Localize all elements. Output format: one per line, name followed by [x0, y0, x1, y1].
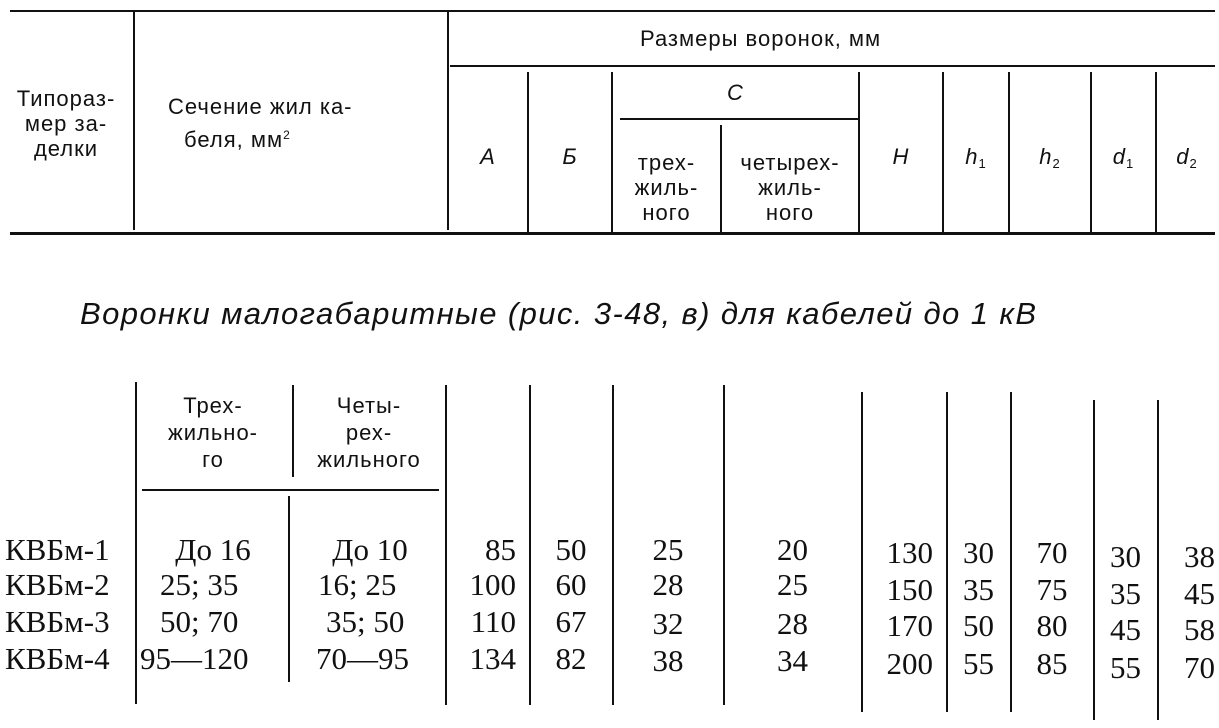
col-d1-letter: d	[1112, 144, 1126, 169]
header-vline-2	[447, 12, 449, 230]
row-1-h: 130	[886, 535, 933, 570]
row-2-d2: 45	[1184, 576, 1215, 611]
col-type-header	[0, 86, 132, 161]
row-4-type: КВБм-4	[5, 641, 110, 676]
row-1-type: КВБм-1	[5, 532, 110, 567]
col-section-header	[168, 93, 353, 154]
col-c3-line-2: жиль-	[634, 175, 699, 200]
section-title: Воронки малогабаритные (рис. 3-48, в) для кабелей до 1 кВ	[80, 296, 1038, 331]
col-d1-sub: 1	[1126, 156, 1135, 171]
row-3-d1: 45	[1110, 612, 1141, 647]
header-vline-1	[133, 12, 135, 230]
c-column-rule	[620, 118, 858, 120]
col-h2-sub: 2	[1052, 156, 1061, 171]
col-c4-line-1: четырех-	[740, 150, 840, 175]
row-2-four: 16; 25	[318, 567, 397, 602]
header-bottom-rule	[10, 232, 1215, 235]
row-3-b: 67	[555, 604, 587, 639]
row-4-h2: 85	[1036, 646, 1068, 681]
subheader-three-line-1: Трех-	[183, 393, 243, 418]
row-3-h1: 50	[963, 608, 994, 643]
row-2-h1: 35	[963, 572, 994, 607]
subheader-four-line-2: рех-	[345, 420, 393, 445]
body-vline-3	[445, 385, 447, 705]
col-d1-header	[1092, 146, 1155, 170]
col-c-header: С	[727, 80, 744, 105]
col-c4-line-3: ного	[765, 200, 815, 225]
col-h1-sub: 1	[978, 156, 987, 171]
row-3-four: 35; 50	[326, 604, 405, 639]
col-c4-line-2: жиль-	[758, 175, 822, 200]
row-2-h2: 75	[1036, 572, 1068, 607]
row-1-three: До 16	[175, 532, 251, 567]
row-3-three: 50; 70	[160, 604, 239, 639]
row-1-four: До 10	[332, 532, 408, 567]
header-top-rule	[10, 10, 1215, 12]
row-1-c4: 20	[777, 532, 808, 567]
body-vline-1	[135, 382, 137, 704]
group-title-rule	[450, 65, 1215, 67]
col-h1-header	[944, 146, 1008, 170]
col-c3-line-3: ного	[642, 200, 691, 225]
row-4-c4: 34	[777, 643, 808, 678]
subheader-three-line-3: го	[202, 447, 224, 472]
row-2-d1: 35	[1110, 576, 1141, 611]
col-h-header: Н	[892, 144, 910, 169]
body-vline-7	[861, 392, 863, 712]
subheader-four-line-3: жильного	[317, 447, 421, 472]
row-1-d2: 38	[1184, 539, 1215, 574]
row-4-c3: 38	[652, 643, 684, 678]
row-2-c3: 28	[652, 567, 684, 602]
col-h1-letter: h	[965, 144, 979, 169]
row-3-c4: 28	[777, 606, 808, 641]
row-1-a: 85	[485, 532, 516, 567]
body-vline-11	[1157, 400, 1159, 720]
subheader-three	[138, 392, 288, 473]
col-a-header: А	[480, 144, 496, 169]
row-4-a: 134	[469, 641, 516, 676]
row-3-h2: 80	[1036, 608, 1068, 643]
col-type-line-3: делки	[33, 136, 99, 161]
row-4-three: 95—120	[140, 641, 249, 676]
row-3-d2: 58	[1184, 612, 1215, 647]
subheader-rule	[142, 489, 439, 491]
row-1-b: 50	[555, 532, 587, 567]
row-1-h2: 70	[1036, 535, 1068, 570]
row-3-a: 110	[470, 604, 516, 639]
row-1-c3: 25	[652, 532, 684, 567]
row-2-three: 25; 35	[160, 567, 239, 602]
row-4-d2: 70	[1184, 650, 1215, 685]
subheader-four	[294, 392, 444, 473]
row-1-h1: 30	[963, 535, 994, 570]
col-d2-letter: d	[1176, 144, 1190, 169]
group-title: Размеры воронок, мм	[640, 26, 882, 51]
col-b-header: Б	[562, 144, 578, 169]
col-c3-header	[613, 150, 720, 225]
subheader-three-line-2: жильно-	[167, 420, 258, 445]
row-2-type: КВБм-2	[5, 567, 110, 602]
row-3-h: 170	[886, 608, 933, 643]
row-3-c3: 32	[652, 606, 684, 641]
col-section-line-1: Сечение жил ка-	[168, 94, 353, 119]
col-c4-header	[722, 150, 858, 225]
row-4-four: 70—95	[316, 641, 409, 676]
col-type-line-1: Типораз-	[16, 86, 116, 111]
col-section-line-2: беля, мм	[184, 127, 284, 152]
row-4-d1: 55	[1110, 650, 1141, 685]
row-4-h: 200	[886, 646, 933, 681]
row-2-a: 100	[469, 567, 516, 602]
col-d2-sub: 2	[1189, 156, 1198, 171]
row-4-h1: 55	[963, 646, 994, 681]
row-2-c4: 25	[777, 567, 808, 602]
subheader-four-line-1: Четы-	[336, 393, 402, 418]
col-h2-header	[1010, 146, 1090, 170]
col-d2-header	[1157, 146, 1217, 170]
row-1-d1: 30	[1110, 539, 1141, 574]
body-vline-2	[288, 496, 290, 682]
row-2-h: 150	[886, 572, 933, 607]
col-section-sup: 2	[283, 128, 291, 142]
col-c3-line-1: трех-	[637, 150, 696, 175]
col-type-line-2: мер за-	[24, 111, 108, 136]
row-2-b: 60	[555, 567, 587, 602]
row-3-type: КВБм-3	[5, 604, 110, 639]
col-h2-letter: h	[1039, 144, 1053, 169]
row-4-b: 82	[555, 641, 587, 676]
